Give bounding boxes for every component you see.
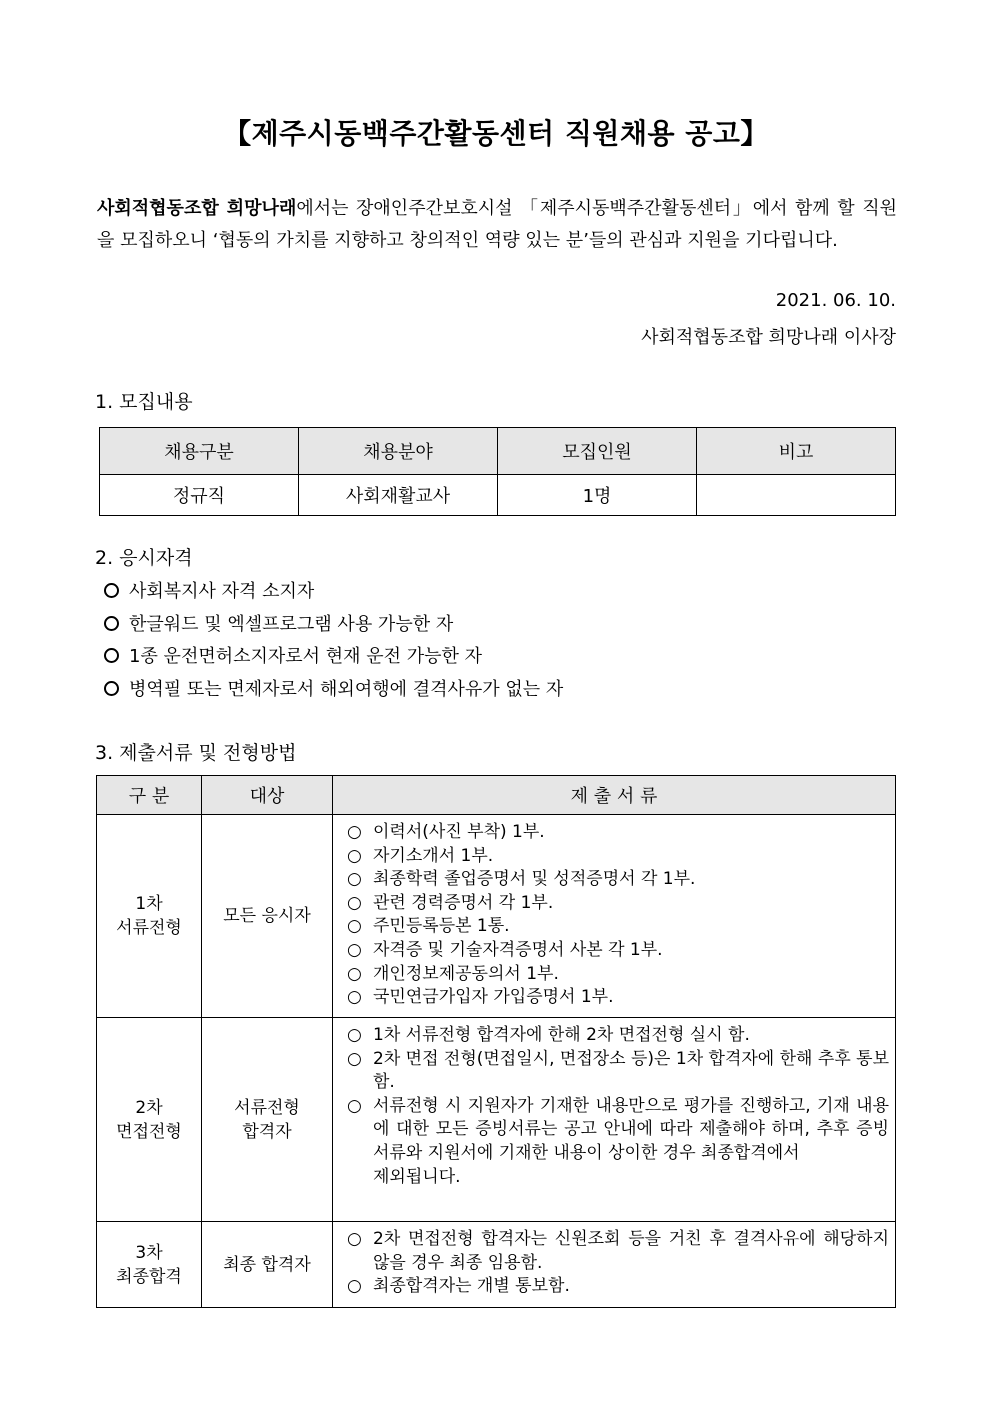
stage-cell: 2차 면접전형 [97,1018,202,1222]
table-header-cell: 비고 [697,428,896,475]
table-header-cell: 모집인원 [498,428,697,475]
table-row [100,475,896,516]
circle-bullet-icon: ○ [347,939,362,960]
circle-bullet-icon: ○ [347,845,362,866]
table-row [97,1222,896,1308]
table-row [97,815,896,1018]
circle-bullet-icon: ○ [347,1095,362,1116]
table-header-row [100,428,896,475]
list-item: ○ 개인정보제공동의서 1부. [347,963,889,987]
list-item: 한글워드 및 엑셀프로그램 사용 가능한 자 [104,609,563,642]
documents-table [96,775,896,1308]
list-item: ○ 주민등록등본 1통. [347,915,889,939]
list-item: ○ 자기소개서 1부. [347,845,889,869]
circle-bullet-icon: ○ [347,1025,362,1045]
circle-bullet-icon [104,648,119,663]
list-item: 사회복지사 자격 소지자 [104,576,563,609]
table-header-cell: 채용분야 [299,428,498,475]
list-item: ○ 2차 면접 전형(면접일시, 면접장소 등)은 1차 합격자에 한해 추후 통보함. [347,1048,889,1093]
recruitment-table [99,427,896,516]
table-cell-field: 사회재활교사 [299,475,498,516]
list-item: ○ 국민연금가입자 가입증명서 1부. [347,986,889,1010]
table-header-row [97,776,896,815]
announcement-date: 2021. 06. 10. [775,290,896,311]
circle-bullet-icon: ○ [347,822,362,842]
list-item: 병역필 또는 면제자로서 해외여행에 결격사유가 없는 자 [104,674,563,707]
qualification-list [104,576,563,706]
circle-bullet-icon: ○ [347,963,362,984]
table-header-cell: 채용구분 [100,428,299,475]
circle-bullet-icon [104,616,119,631]
section-heading-documents: 3. 제출서류 및 전형방법 [95,742,297,764]
list-item: ○ 관련 경력증명서 각 1부. [347,892,889,916]
documents-cell [333,1222,896,1308]
table-cell-count: 1명 [498,475,697,516]
list-item: ○ 최종합격자는 개별 통보함. [347,1275,889,1299]
section-heading-qualifications: 2. 응시자격 [95,547,193,569]
intro-org-name: 사회적협동조합 희망나래 [97,198,297,219]
list-item: ○ 2차 면접전형 합격자는 신원조회 등을 거친 후 결격사유에 해당하지 않을 경우 최종 임용함. [347,1229,889,1273]
table-header-cell: 구 분 [97,776,202,815]
circle-bullet-icon: ○ [347,892,362,913]
circle-bullet-icon: ○ [347,916,362,937]
circle-bullet-icon [104,583,119,598]
circle-bullet-icon: ○ [347,1276,362,1297]
section-heading-recruitment: 1. 모집내용 [95,391,193,413]
list-item: ○ 서류전형 시 지원자가 기재한 내용만으로 평가를 진행하고, 기재 내용에 대한 모든 증빙서류는 공고 안내에 따라 제출해야 하며, 추후 증빙서류와 지원서에 기재한 내용이 상이한 경우 최종합격에서 [347,1095,889,1163]
stage-cell: 1차 서류전형 [97,815,202,1018]
list-item: 1종 운전면허소지자로서 현재 운전 가능한 자 [104,641,563,674]
documents-cell [333,815,896,1018]
table-cell-note [697,475,896,516]
list-item: 제외됩니다. [373,1166,461,1187]
stage-cell: 3차 최종합격 [97,1222,202,1308]
target-cell: 최종 합격자 [202,1222,333,1308]
list-item: ○ 자격증 및 기술자격증명서 사본 각 1부. [347,939,889,963]
target-cell: 모든 응시자 [202,815,333,1018]
circle-bullet-icon: ○ [347,987,362,1008]
list-item: ○ 이력서(사진 부착) 1부. [347,821,889,845]
table-row [97,1018,896,1222]
signer: 사회적협동조합 희망나래 이사장 [641,327,896,348]
table-header-cell: 제 출 서 류 [333,776,896,815]
circle-bullet-icon: ○ [347,1048,362,1069]
circle-bullet-icon: ○ [347,1229,362,1249]
documents-cell [333,1018,896,1222]
circle-bullet-icon [104,681,119,696]
list-item: ○ 1차 서류전형 합격자에 한해 2차 면접전형 실시 함. [347,1024,889,1048]
table-header-cell: 대상 [202,776,333,815]
list-item: ○ 최종학력 졸업증명서 및 성적증명서 각 1부. [347,868,889,892]
target-cell: 서류전형 합격자 [202,1018,333,1222]
page-title: 【제주시동백주간활동센터 직원채용 공고】 [223,117,769,150]
intro-paragraph [97,193,897,257]
intro-text: 에서는 장애인주간보호시설 「제주시동백주간활동센터」에서 함께 할 직원을 모집하오니 ‘협동의 가치를 지향하고 창의적인 역량 있는 분’들의 관심과 지원을 기다립니다. [97,198,897,251]
table-cell-type: 정규직 [100,475,299,516]
circle-bullet-icon: ○ [347,869,362,890]
